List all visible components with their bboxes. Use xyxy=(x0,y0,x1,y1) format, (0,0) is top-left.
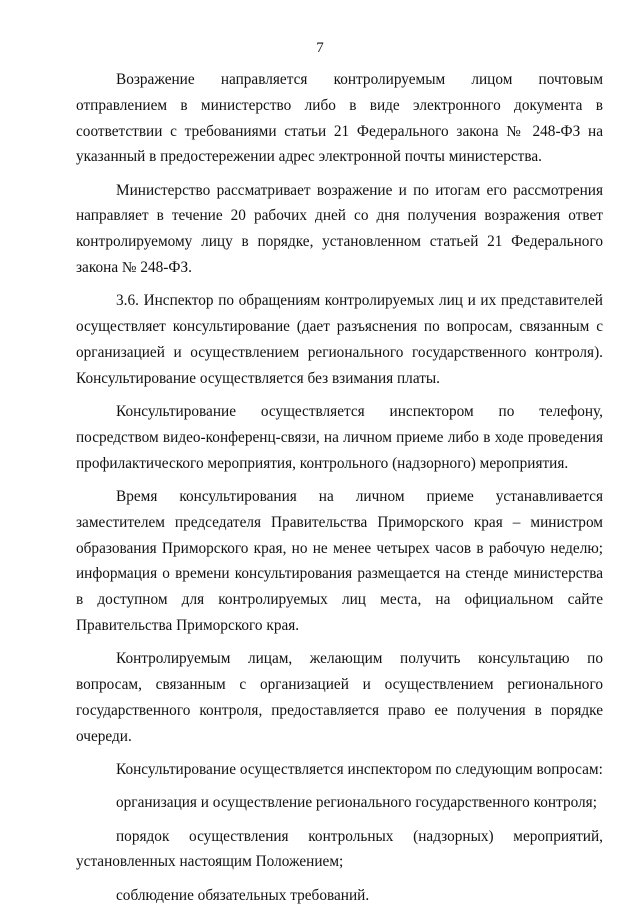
list-item-control-organization: организация и осуществление регионального государственного контроля; xyxy=(116,794,597,812)
paragraph-objection-submission: Возражение направляется контролируемым лицом почтовым отправлением в министерство либо в виде электронного документа в соответствии с требованиями статьи 21 Федерального закона № 248-ФЗ на указанный в предостережении адрес электронной почты министерства. xyxy=(76,71,603,166)
paragraph-consultation-queue: Контролируемым лицам, желающим получить консультацию по вопросам, связанным с организацией и осуществлением регионального государственного контроля, предоставляется право ее получения в порядке очереди. xyxy=(76,650,603,745)
list-item-control-procedure: порядок осуществления контрольных (надзорных) мероприятий, установленных настоящим Положением; xyxy=(76,827,603,871)
paragraph-section-3-6: 3.6. Инспектор по обращениям контролируемых лиц и их представителей осуществляет консультирование (дает разъяснения по вопросам, связанным с организацией и осуществлением регионального государственного контроля). Консультирование осуществляется без взимания платы. xyxy=(76,292,603,387)
paragraph-objection-review: Министерство рассматривает возражение и по итогам его рассмотрения направляет в течение 20 рабочих дней со дня получения возражения ответ контролируемому лицу в порядке, установленном статьей 21 Федерального закона № 248-ФЗ. xyxy=(76,181,603,277)
paragraph-consultation-time: Время консультирования на личном приеме устанавливается заместителем председателя Правительства Приморского края – министром образования Приморского края, но не менее четырех часов в рабочую неделю; информация о времени консультирования размещается на стенде министерства в доступном для контролируемых лиц места, на официальном сайте Правительства Приморского края. xyxy=(76,487,603,634)
list-item-mandatory-requirements: соблюдение обязательных требований. xyxy=(116,886,370,904)
paragraph-consultation-methods: Консультирование осуществляется инспектором по телефону, посредством видео-конференц-связи, на личном приеме либо в ходе проведения профилактического мероприятия, контрольного (надзорного) мероприятия. xyxy=(76,403,603,472)
paragraph-consultation-topics: Консультирование осуществляется инспектором по следующим вопросам: xyxy=(116,760,603,778)
page-number: 7 xyxy=(316,40,324,56)
document-body xyxy=(76,67,603,908)
